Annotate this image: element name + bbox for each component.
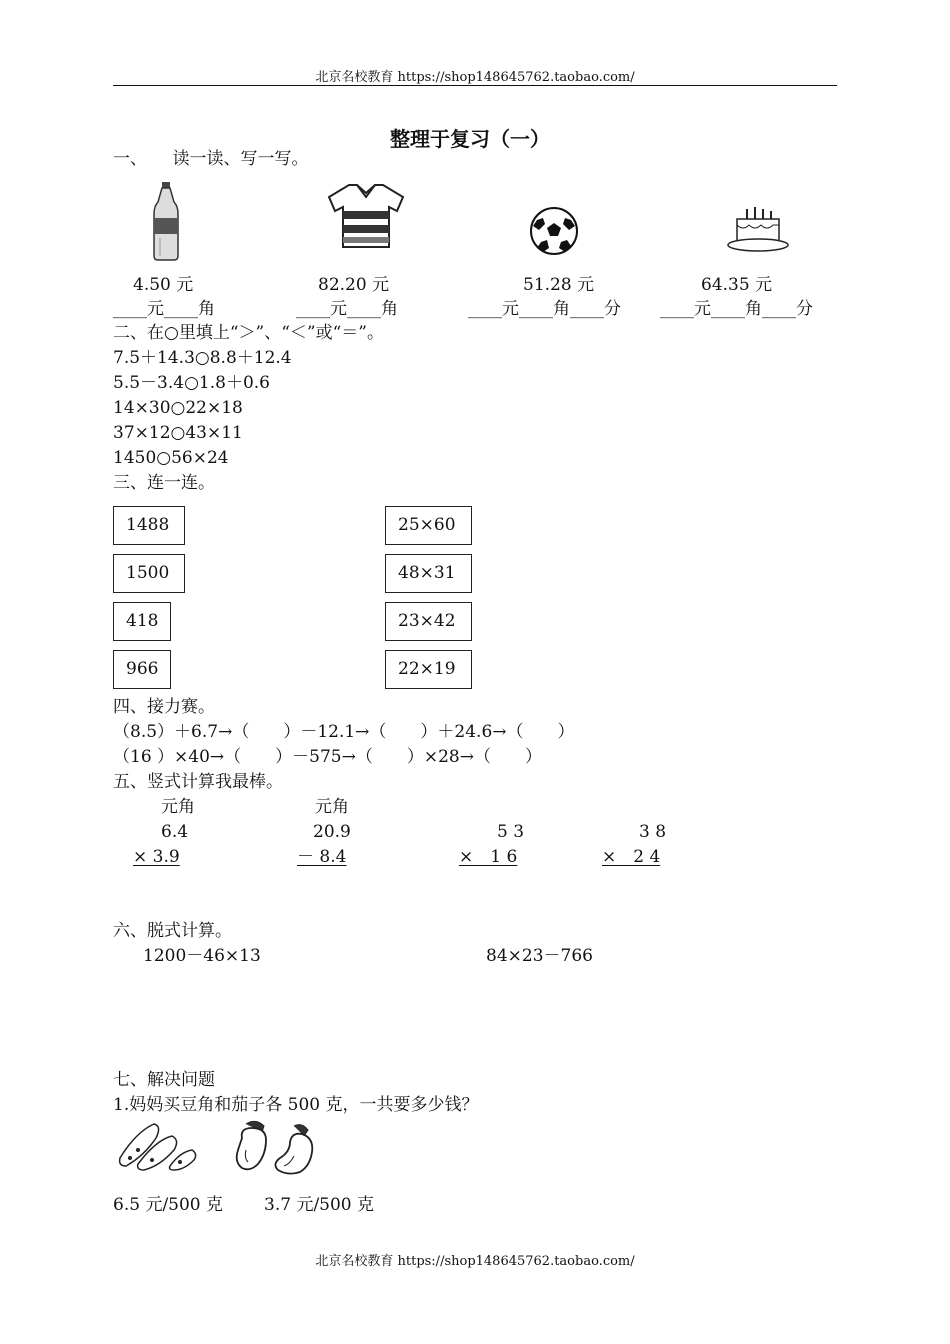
compare-line[interactable]: 5.5－3.4○1.8＋0.6: [113, 373, 270, 393]
relay-line[interactable]: （16 ）×40→（ ）－575→（ ）×28→（ ）: [113, 747, 542, 767]
compare-line[interactable]: 14×30○22×18: [113, 398, 243, 418]
eggplant-icon: [234, 1120, 318, 1176]
match-left-box[interactable]: 418: [113, 602, 171, 641]
section-4-heading: 四、接力赛。: [113, 697, 215, 717]
section-7-heading: 七、解决问题: [113, 1070, 215, 1090]
relay-line[interactable]: （8.5）＋6.7→（ ）－12.1→（ ）＋24.6→（ ）: [113, 722, 575, 742]
bottle-icon: [150, 182, 182, 262]
match-right-box[interactable]: 25×60: [385, 506, 472, 545]
vertical-top: 3 8: [639, 822, 667, 842]
fill-ball[interactable]: ____元____角____分: [468, 299, 621, 319]
price-shirt: 82.20 元: [318, 275, 390, 295]
price-beans: 6.5 元/500 克: [113, 1195, 224, 1215]
question-1: 1.妈妈买豆角和茄子各 500 克，一共要多少钱？: [113, 1095, 479, 1115]
match-left-box[interactable]: 1500: [113, 554, 185, 593]
vertical-top: 20.9: [313, 822, 351, 842]
vertical-top: 5 3: [497, 822, 525, 842]
match-left-box[interactable]: 1488: [113, 506, 185, 545]
price-bottle: 4.50 元: [133, 275, 194, 295]
page-title: 整理于复习（一）: [390, 127, 550, 151]
shirt-icon: [327, 183, 405, 249]
section-2-heading: 二、在○里填上“＞”、“＜”或“＝”。: [113, 323, 384, 343]
compare-line[interactable]: 7.5＋14.3○8.8＋12.4: [113, 348, 292, 368]
compare-line[interactable]: 1450○56×24: [113, 448, 229, 468]
page-header: 北京名校教育 https://shop148645762.taobao.com/: [315, 70, 635, 85]
vertical-bottom: × 1 6: [459, 847, 518, 867]
page-footer: 北京名校教育 https://shop148645762.taobao.com/: [315, 1254, 635, 1269]
soccer-ball-icon: [529, 206, 579, 256]
vertical-bottom: × 3.9: [133, 847, 180, 867]
fill-bottle[interactable]: ____元____角: [113, 299, 215, 319]
vertical-top: 6.4: [161, 822, 189, 842]
section-1-heading: 一、 读一读、写一写。: [113, 149, 309, 169]
section-6-heading: 六、脱式计算。: [113, 921, 232, 941]
vertical-bottom: × 2 4: [602, 847, 661, 867]
price-eggplant: 3.7 元/500 克: [264, 1195, 375, 1215]
beans-icon: [116, 1122, 200, 1172]
section-5-heading: 五、竖式计算我最棒。: [113, 772, 283, 792]
compare-line[interactable]: 37×12○43×11: [113, 423, 243, 443]
unit-label: 元角: [161, 797, 195, 817]
match-left-box[interactable]: 966: [113, 650, 171, 689]
fill-shirt[interactable]: ____元____角: [296, 299, 398, 319]
match-right-box[interactable]: 23×42: [385, 602, 472, 641]
header-rule: [113, 85, 837, 86]
section-3-heading: 三、连一连。: [113, 473, 215, 493]
expression: 84×23－766: [486, 946, 593, 966]
cake-icon: [727, 205, 789, 253]
price-ball: 51.28 元: [523, 275, 595, 295]
match-right-box[interactable]: 48×31: [385, 554, 472, 593]
vertical-bottom: － 8.4: [297, 847, 347, 867]
fill-cake[interactable]: ____元____角____分: [660, 299, 813, 319]
price-cake: 64.35 元: [701, 275, 773, 295]
unit-label: 元角: [315, 797, 349, 817]
match-right-box[interactable]: 22×19: [385, 650, 472, 689]
expression: 1200－46×13: [143, 946, 261, 966]
